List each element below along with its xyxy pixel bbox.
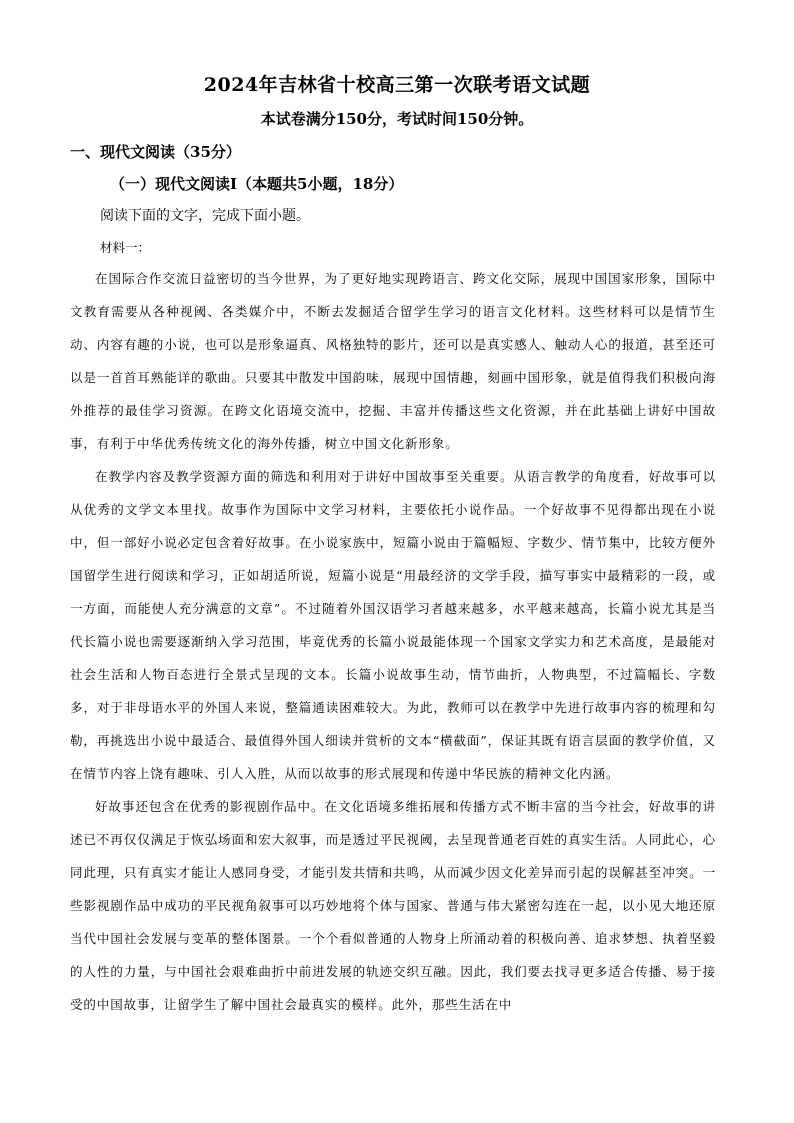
passage-paragraph-2: 在教学内容及教学资源方面的筛选和利用对于讲好中国故事至关重要。从语言教学的角度看，好故事可以从优秀的文学文本里找。故事作为国际中文学习材料，主要依托小说作品。一个好故事不见得都出现在小说中，但一部好小说必定包含着好故事。在小说家族中，短篇小说由于篇幅短、字数少、情节集中，比较方便外国留学生进行阅读和学习，正如胡适所说，短篇小说是“用最经济的文学手段，描写事实中最精彩的一段，或一方面，而能使人充分满意的文章”。不过随着外国汉语学习者越来越多，水平越来越高，长篇小说尤其是当代长篇小说也需要逐渐纳入学习范围，毕竟优秀的长篇小说最能体现一个国家文学实力和艺术高度，是最能对社会生活和人物百态进行全景式呈现的文本。长篇小说故事生动，情节曲折，人物典型，不过篇幅长、字数多，对于非母语水平的外国人来说，整篇通读困难较大。为此，教师可以在教学中先进行故事内容的梳理和勾勒，再挑选出小说中最适合、最值得外国人细读并赏析的文本“横截面”，保证其既有语言层面的教学价值，又在情节内容上饶有趣味、引人入胜，从而以故事的形式展现和传递中华民族的精神文化内涵。 [70,469,716,781]
subsection-heading: （一）现代文阅读Ⅰ（本题共5小题，18分） [110,175,404,193]
exam-info-subtitle: 本试卷满分150分，考试时间150分钟。 [260,110,534,128]
passage-paragraph-1: 在国际合作交流日益密切的当今世界，为了更好地实现跨语言、跨文化交际，展现中国国家形象，国际中文教育需要从各种视阈、各类媒介中，不断去发掘适合留学生学习的语言文化材料。这些材料可以是情节生动、内容有趣的小说，也可以是形象逼真、风格独特的影片，还可以是真实感人、触动人心的报道，甚至还可以是一首首耳熟能详的歌曲。只要其中散发中国韵味，展现中国情趣，刻画中国形象，就是值得我们积极向海外推荐的最佳学习资源。在跨文化语境交流中，挖掘、丰富并传播这些文化资源，并在此基础上讲好中国故事，有利于中华优秀传统文化的海外传播，树立中国文化新形象。 [70,271,716,451]
passage-body [70,262,716,1021]
passage-paragraph-3: 好故事还包含在优秀的影视剧作品中。在文化语境多维拓展和传播方式不断丰富的当今社会，好故事的讲述已不再仅仅满足于恢弘场面和宏大叙事，而是透过平民视阈，去呈现普通老百姓的真实生活。人同此心，心同此理，只有真实才能让人感同身受，才能引发共情和共鸣，从而减少因文化差异而引起的误解甚至冲突。一些影视剧作品中成功的平民视角叙事可以巧妙地将个体与国家、普通与伟大紧密勾连在一起，以小见大地还原当代中国社会发展与变革的整体图景。一个个看似普通的人物身上所涌动着的积极向善、追求梦想、执着坚毅的人性的力量，与中国社会艰难曲折中前进发展的轨迹交织互融。因此，我们要去找寻更多适合传播、易于接受的中国故事，让留学生了解中国社会最真实的模样。此外，那些生活在中 [70,799,716,1012]
material-label: 材料一： [100,240,151,255]
section-heading: 一、现代文阅读（35分） [70,143,241,161]
document-title: 2024年吉林省十校高三第一次联考语文试题 [203,74,591,96]
reading-instruction: 阅读下面的文字，完成下面小题。 [100,208,310,224]
